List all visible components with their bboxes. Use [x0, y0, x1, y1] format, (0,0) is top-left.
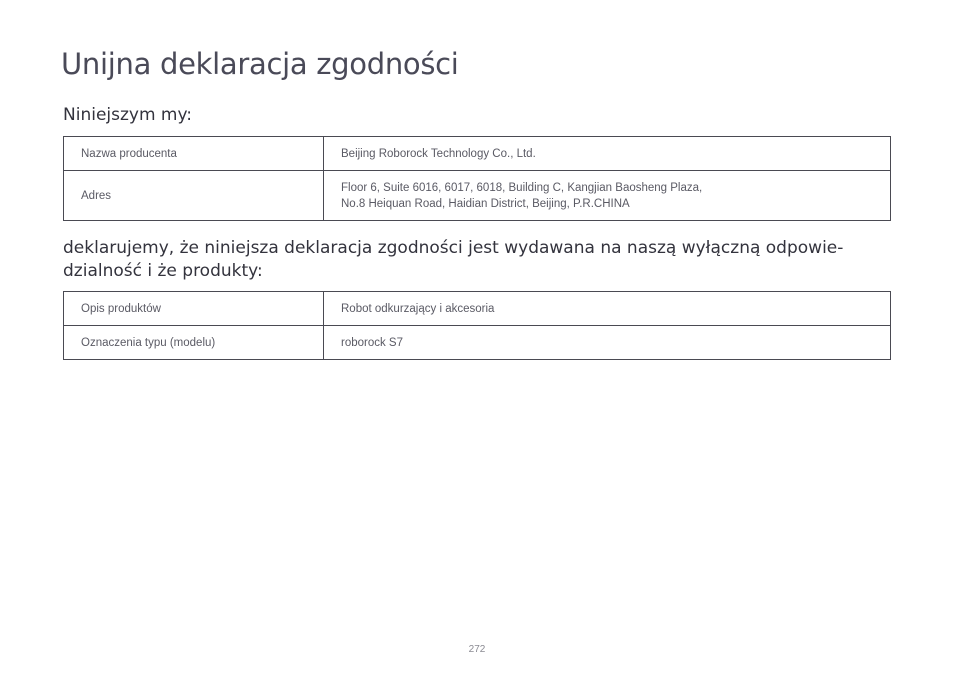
address-line-2: No.8 Heiquan Road, Haidian District, Beijing, P.R.CHINA	[341, 197, 630, 210]
manufacturer-name-text: Beijing Roborock Technology Co., Ltd.	[341, 147, 536, 160]
model-designation-label: Oznaczenia typu (modelu)	[64, 326, 324, 360]
table-row	[64, 292, 891, 326]
manufacturer-name-label: Nazwa producenta	[64, 137, 324, 171]
table-row	[64, 171, 891, 221]
intro-heading: Niniejszym my:	[63, 105, 193, 125]
table-row	[64, 137, 891, 171]
product-table	[63, 291, 891, 360]
address-label: Adres	[64, 171, 324, 221]
declaration-heading: deklarujemy, że niniejsza deklaracja zgodności jest wydawana na naszą wyłączną odpowie-dzialność i że produkty:	[63, 238, 844, 281]
table-row	[64, 326, 891, 360]
page-title: Unijna deklaracja zgodności	[61, 47, 459, 81]
address-line-1: Floor 6, Suite 6016, 6017, 6018, Building C, Kangjian Baosheng Plaza,	[341, 181, 703, 194]
product-description-value	[324, 292, 891, 326]
manufacturer-table	[63, 136, 891, 221]
product-description-text: Robot odkurzający i akcesoria	[341, 302, 495, 315]
model-designation-value	[324, 326, 891, 360]
page-number: 272	[468, 644, 486, 655]
manufacturer-name-value	[324, 137, 891, 171]
model-designation-text: roborock S7	[341, 336, 404, 349]
product-description-label: Opis produktów	[64, 292, 324, 326]
address-value	[324, 171, 891, 221]
